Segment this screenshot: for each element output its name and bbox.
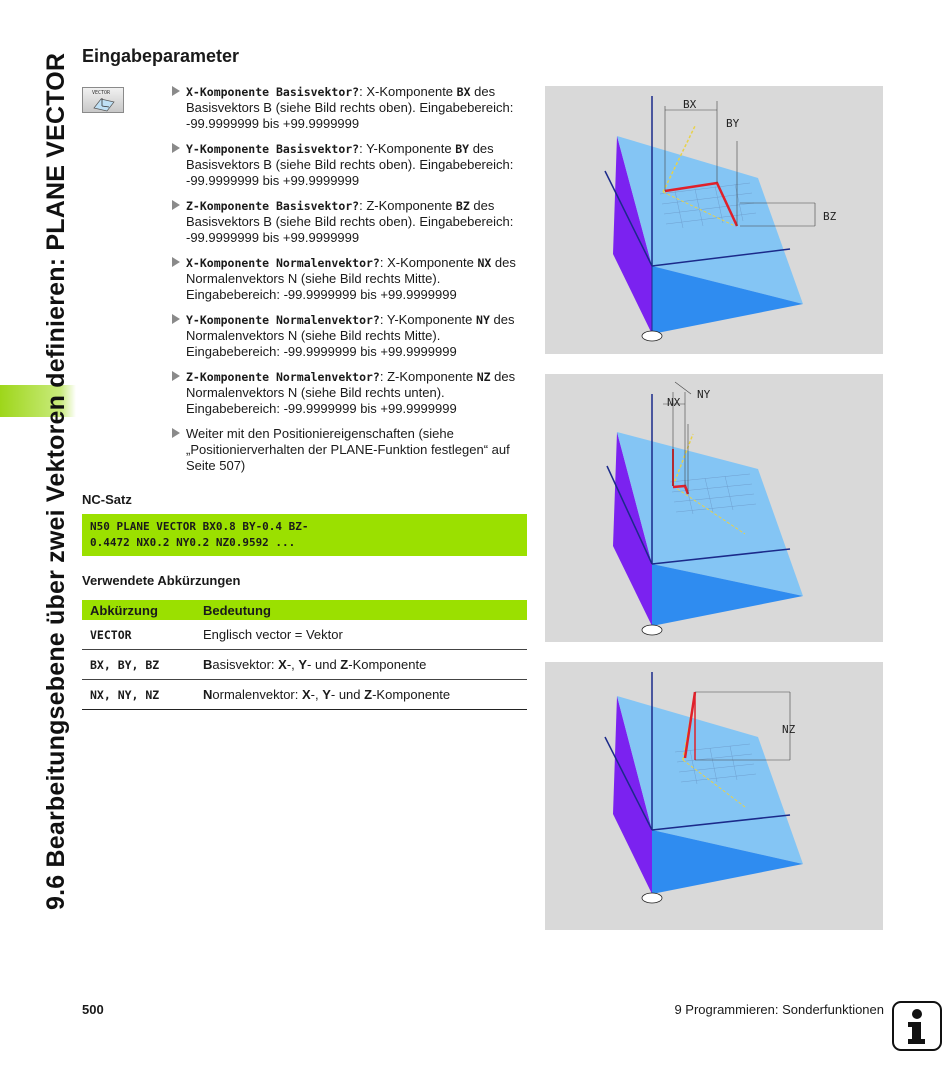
param-by: Y-Komponente Basisvektor?: Y-Komponente BY des Basisvektors B (siehe Bild rechts oben). Eingabebereich: -99.9999999 bis +99.9999999 <box>172 141 527 189</box>
nc-line: N50 PLANE VECTOR BX0.8 BY-0.4 BZ- <box>90 520 309 533</box>
table-header: Bedeutung <box>195 600 527 620</box>
figure-normal-vector-z <box>545 662 883 930</box>
table-row <box>82 650 527 680</box>
abbr-heading: Verwendete Abkürzungen <box>82 573 241 588</box>
plane-diagram <box>545 374 883 642</box>
table-cell-key: NX, NY, NZ <box>82 680 195 710</box>
table-cell-key: VECTOR <box>82 620 195 650</box>
table-cell-meaning: Englisch vector = Vektor <box>195 620 527 650</box>
table-cell-meaning: Basisvektor: X-, Y- und Z-Komponente <box>195 650 527 680</box>
vector-plane-icon <box>91 96 117 112</box>
figure-label: NY <box>697 388 711 401</box>
figure-label: BX <box>683 98 697 111</box>
param-nz: Z-Komponente Normalenvektor?: Z-Komponente NZ des Normalenvektors N (siehe Bild rechts unten). Eingabebereich: -99.9999999 bis +99.9999999 <box>172 369 527 417</box>
table-row <box>82 620 527 650</box>
table-cell-key: BX, BY, BZ <box>82 650 195 680</box>
param-ny: Y-Komponente Normalenvektor?: Y-Komponente NY des Normalenvektors N (siehe Bild rechts Mitte). Eingabebereich: -99.9999999 bis +99.9999999 <box>172 312 527 360</box>
table-row <box>82 680 527 710</box>
figure-base-vector <box>545 86 883 354</box>
side-title <box>0 0 80 960</box>
bullet-triangle-icon <box>172 143 180 153</box>
nc-block <box>82 514 527 556</box>
figure-label: BZ <box>823 210 837 223</box>
table-header: Abkürzung <box>82 600 195 620</box>
chapter-side-title: 9.6 Bearbeitungsebene über zwei Vektoren definieren: PLANE VECTOR <box>42 52 70 910</box>
figure-label: NZ <box>782 723 796 736</box>
table-header-row <box>82 600 527 620</box>
param-nx: X-Komponente Normalenvektor?: X-Komponente NX des Normalenvektors N (siehe Bild rechts Mitte). Eingabebereich: -99.9999999 bis +99.9999999 <box>172 255 527 303</box>
nc-heading: NC-Satz <box>82 492 132 507</box>
softkey-label: VECTOR <box>92 90 111 96</box>
plane-diagram <box>545 662 883 930</box>
figure-label: NX <box>667 396 681 409</box>
plane-diagram <box>545 86 883 354</box>
chapter-title: 9 Programmieren: Sonderfunktionen <box>674 1002 884 1017</box>
bullet-triangle-icon <box>172 257 180 267</box>
continue-note: Weiter mit den Positioniereigenschaften (siehe „Positionierverhalten der PLANE-Funktion festlegen“ auf Seite 507) <box>172 426 527 474</box>
figure-normal-vector-xy <box>545 374 883 642</box>
section-heading: Eingabeparameter <box>82 46 240 66</box>
bullet-triangle-icon <box>172 86 180 96</box>
param-bz: Z-Komponente Basisvektor?: Z-Komponente BZ des Basisvektors B (siehe Bild rechts oben). Eingabebereich: -99.9999999 bis +99.9999999 <box>172 198 527 246</box>
parameter-list <box>172 84 527 483</box>
vector-softkey <box>82 87 124 113</box>
bullet-triangle-icon <box>172 314 180 324</box>
bullet-triangle-icon <box>172 200 180 210</box>
info-icon <box>892 1001 942 1051</box>
bullet-triangle-icon <box>172 428 180 438</box>
page-number: 500 <box>82 1002 104 1017</box>
table-cell-meaning: Normalenvektor: X-, Y- und Z-Komponente <box>195 680 527 710</box>
abbreviation-table <box>82 600 527 710</box>
figure-label: BY <box>726 117 740 130</box>
param-bx: X-Komponente Basisvektor?: X-Komponente BX des Basisvektors B (siehe Bild rechts oben). Eingabebereich: -99.9999999 bis +99.9999999 <box>172 84 527 132</box>
nc-line: 0.4472 NX0.2 NY0.2 NZ0.9592 ... <box>90 536 296 549</box>
bullet-triangle-icon <box>172 371 180 381</box>
